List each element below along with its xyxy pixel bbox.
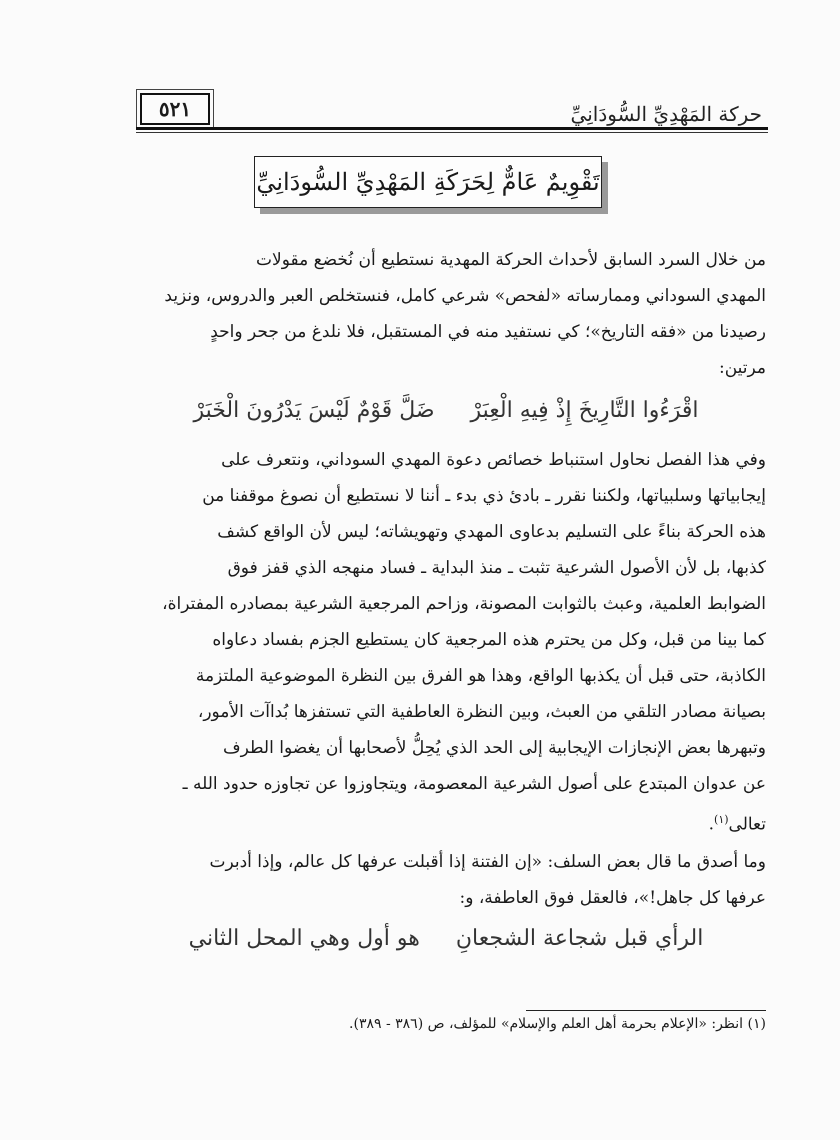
footnote-separator: [526, 1010, 766, 1011]
footnote: (١) انظر: «الإعلام بحرمة أهل العلم والإسلام» للمؤلف، ص (٣٨٦ - ٣٨٩).: [349, 1016, 766, 1032]
poetry-verse: [126, 398, 766, 423]
paragraph-line: رصيدنا من «فقه التاريخ»؛ كي نستفيد منه في المستقبل، فلا نلدغ من جحر واحدٍ: [210, 322, 766, 342]
paragraph-line: المهدي السوداني وممارساته «لفحص» شرعي كامل، فنستخلص العبر والدروس، ونزيد: [164, 286, 766, 306]
paragraph-line: وما أصدق ما قال بعض السلف: «إن الفتنة إذا أقبلت عرفها كل عالم، وإذا أدبرت: [209, 852, 766, 872]
paragraph-line: الكاذبة، حتى قبل أن يكذبها الواقع، وهذا هو الفرق بين النظرة الموضوعية الملتزمة: [195, 666, 766, 686]
paragraph-line-text: تعالى: [728, 814, 766, 835]
verse-hemistich: اقْرَءُوا التَّارِيخَ إِذْ فِيهِ الْعِبَرْ: [470, 398, 699, 423]
paragraph-line: بصيانة مصادر التلقي من العبث، وبين النظرة العاطفية التي تستفزها بُداآت الأمور،: [197, 702, 766, 722]
paragraph-line: كذبها، بل لأن الأصول الشرعية تثبت ـ منذ البداية ـ فساد منهجه الذي قفز فوق: [227, 558, 766, 578]
poetry-verse: [126, 926, 766, 951]
paragraph-line: الضوابط العلمية، وعبث بالثوابت المصونة، وزاحم المرجعية الشرعية بمصادره المفتراة،: [162, 594, 766, 614]
paragraph-line: من خلال السرد السابق لأحداث الحركة المهدية نستطيع أن نُخضع مقولات: [256, 250, 766, 270]
paragraph-line: تعالى$^{(١)}$.: [708, 813, 766, 835]
section-title: تَقْوِيمٌ عَامٌّ لِحَرَكَةِ المَهْدِيِّ السُّودَانِيِّ: [254, 156, 602, 208]
header-rule-thin: [136, 132, 768, 133]
page-number: ٥٢١: [140, 93, 210, 125]
paragraph-line: وفي هذا الفصل نحاول استنباط خصائص دعوة المهدي السوداني، ونتعرف على: [221, 450, 766, 470]
paragraph-line: عن عدوان المبتدع على أصول الشرعية المعصومة، ويتجاوزوا عن تجاوزه حدود الله ـ: [182, 774, 766, 794]
paragraph-line: كما بينا من قبل، وكل من يحترم هذه المرجعية كان يستطيع الجزم بفساد دعاواه: [212, 630, 766, 650]
verse-hemistich: الرأي قبل شجاعة الشجعانِ: [455, 926, 704, 951]
paragraph-line: مرتين:: [718, 358, 766, 378]
paragraph-line: عرفها كل جاهل!»، فالعقل فوق العاطفة، و:: [459, 888, 766, 908]
running-header-title: حركة المَهْدِيِّ السُّودَانِيِّ: [570, 102, 762, 126]
paragraph-line: وتبهرها بعض الإنجازات الإيجابية إلى الحد الذي يُحِلُّ لأصحابها أن يغضوا الطرف: [222, 738, 766, 758]
verse-hemistich: هو أول وهي المحل الثاني: [188, 926, 420, 951]
footnote-marker: (١): [714, 813, 729, 826]
paragraph-line: هذه الحركة بناءً على التسليم بدعاوى المهدي وتهويشاته؛ ليس لأن الواقع كشف: [217, 522, 766, 542]
paragraph-line: إيجابياتها وسلبياتها، ولكننا نقرر ـ بادئ ذي بدء ـ أننا لا نستطيع أن نصوغ موقفنا من: [202, 486, 766, 506]
verse-hemistich: ضَلَّ قَوْمٌ لَيْسَ يَدْرُونَ الْخَبَرْ: [193, 398, 435, 423]
header-rule-thick: [136, 127, 768, 130]
